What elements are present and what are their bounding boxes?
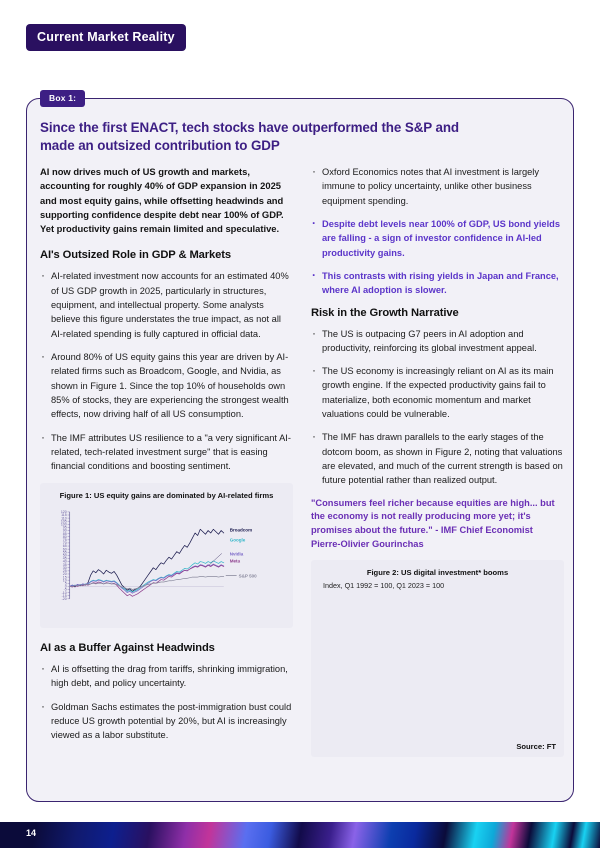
- svg-text:40: 40: [62, 559, 67, 564]
- svg-text:105: 105: [60, 518, 67, 523]
- svg-text:5: 5: [64, 581, 67, 586]
- svg-text:Broadcom: Broadcom: [229, 527, 253, 533]
- svg-text:-5: -5: [63, 587, 67, 592]
- list-item: · Goldman Sachs estimates the post-immigration bust could reduce US growth potential by 20%, but AI is increasingly viewed as a labor substitute.: [40, 700, 293, 743]
- svg-text:-15: -15: [61, 593, 67, 598]
- svg-text:35: 35: [62, 562, 67, 567]
- bullet-list-risk: [311, 327, 564, 488]
- page-footer: [0, 822, 600, 848]
- svg-text:-20: -20: [61, 596, 67, 601]
- figure-2-source: Source: FT: [516, 741, 556, 751]
- bullet-list-right-top: [311, 165, 564, 298]
- svg-text:25: 25: [62, 568, 67, 573]
- figure-1-card: [40, 483, 293, 629]
- heading-ai-role: AI's Outsized Role in GDP & Markets: [40, 249, 232, 262]
- figure-2-card: [311, 560, 564, 757]
- figure-1-svg: [48, 504, 285, 623]
- figure-1-chart: [48, 504, 285, 623]
- list-item: · The US economy is increasingly reliant on AI as its main growth engine. If the expected productivity gains fail to materialize, both economic momentum and market valuations could be vulnerable.: [311, 364, 564, 421]
- lead-paragraph: AI now drives much of US growth and markets, accounting for roughly 40% of GDP expansion in 2025 and most equity gains, while offsetting headwinds and supporting confidence despite debt near 100% of GDP. Yet productivity gains remain limited and speculative.: [40, 166, 284, 235]
- svg-text:110: 110: [61, 515, 67, 520]
- svg-text:60: 60: [62, 546, 67, 551]
- svg-text:15: 15: [62, 574, 67, 579]
- figure-2-title: Figure 2: US digital investment* booms: [366, 567, 509, 577]
- box-tag-label: Box 1:: [40, 90, 85, 107]
- list-item: · The IMF attributes US resilience to a "a very significant AI-related, tech-related investment surge" that is easing financial conditions and boosting sentiment.: [40, 431, 293, 474]
- svg-text:20: 20: [62, 571, 67, 576]
- svg-text:45: 45: [62, 556, 67, 561]
- svg-text:100: 100: [60, 522, 67, 527]
- list-item: · AI-related investment now accounts for an estimated 40% of US GDP growth in 2025, particularly in structures, equipment, and intellectual property. Some analysts believe this figure understates the true impact, as not all AI-related spending is fully captured in official data.: [40, 269, 293, 341]
- svg-text:Meta: Meta: [229, 557, 241, 563]
- page-number: 14: [26, 828, 37, 838]
- figure-2-chart: [319, 592, 556, 740]
- svg-text:70: 70: [62, 540, 67, 545]
- list-item: · The IMF has drawn parallels to the early stages of the dotcom boom, as shown in Figure 2, noting that valuations are elevated, and much of the current strength is based on future potential rather than realized output.: [311, 430, 564, 487]
- svg-text:65: 65: [62, 543, 67, 548]
- list-item-accent: · Despite debt levels near 100% of GDP, US bond yields are falling - a sign of investor confidence in AI-led productivity gains.: [311, 217, 564, 260]
- svg-text:75: 75: [62, 537, 67, 542]
- list-item: · Around 80% of US equity gains this year are driven by AI-related firms such as Broadcom, Google, and Nvidia, as shown in Figure 1. Since the top 10% of households own 85% of stocks, they are experiencing the strongest wealth effects, now driving half of all US consumption.: [40, 350, 293, 422]
- svg-text:85: 85: [62, 531, 67, 536]
- pull-quote: "Consumers feel richer because equities are high... but the economy is not really producing more yet; it's promises about the future." - IMF Chief Economist Pierre-Olivier Gourinchas: [311, 497, 555, 549]
- svg-text:30: 30: [62, 565, 67, 570]
- bullet-list-ai-buffer: [40, 662, 293, 743]
- list-item: · AI is offsetting the drag from tariffs, shrinking immigration, high debt, and policy uncertainty.: [40, 662, 293, 691]
- svg-text:-10: -10: [61, 590, 67, 595]
- list-item: · Oxford Economics notes that AI investment is largely immune to policy uncertainty, unlike other business equipment spending.: [311, 165, 564, 208]
- heading-risk: Risk in the Growth Narrative: [311, 306, 459, 319]
- right-column: [311, 165, 564, 757]
- svg-text:S&P 500: S&P 500: [238, 573, 257, 579]
- heading-ai-buffer: AI as a Buffer Against Headwinds: [40, 642, 215, 655]
- list-item: · The US is outpacing G7 peers in AI adoption and productivity, reinforcing its global investment appeal.: [311, 327, 564, 356]
- figure-1-title: Figure 1: US equity gains are dominated by AI-related firms: [59, 490, 274, 500]
- svg-text:55: 55: [62, 549, 67, 554]
- svg-text:80: 80: [62, 534, 67, 539]
- two-column-layout: [40, 165, 564, 757]
- list-item-accent: · This contrasts with rising yields in Japan and France, where AI adoption is slower.: [311, 269, 564, 298]
- box-title: Since the first ENACT, tech stocks have outperformed the S&P and made an outsized contribution to GDP: [40, 120, 459, 153]
- svg-text:90: 90: [62, 528, 67, 533]
- bullet-list-ai-role: [40, 269, 293, 473]
- svg-text:95: 95: [62, 525, 67, 530]
- svg-text:10: 10: [62, 577, 67, 582]
- page-section-chip: Current Market Reality: [26, 24, 186, 51]
- svg-text:120: 120: [60, 509, 67, 514]
- svg-text:Nvidia: Nvidia: [229, 550, 244, 556]
- figure-2-svg: [319, 592, 556, 740]
- svg-text:115: 115: [61, 512, 67, 517]
- box-1-container: [26, 93, 574, 802]
- svg-text:0: 0: [64, 584, 67, 589]
- svg-text:Google: Google: [229, 537, 246, 543]
- svg-text:50: 50: [62, 553, 67, 558]
- left-column: [40, 165, 293, 757]
- figure-2-subtitle: Index, Q1 1992 = 100, Q1 2023 = 100: [323, 580, 445, 590]
